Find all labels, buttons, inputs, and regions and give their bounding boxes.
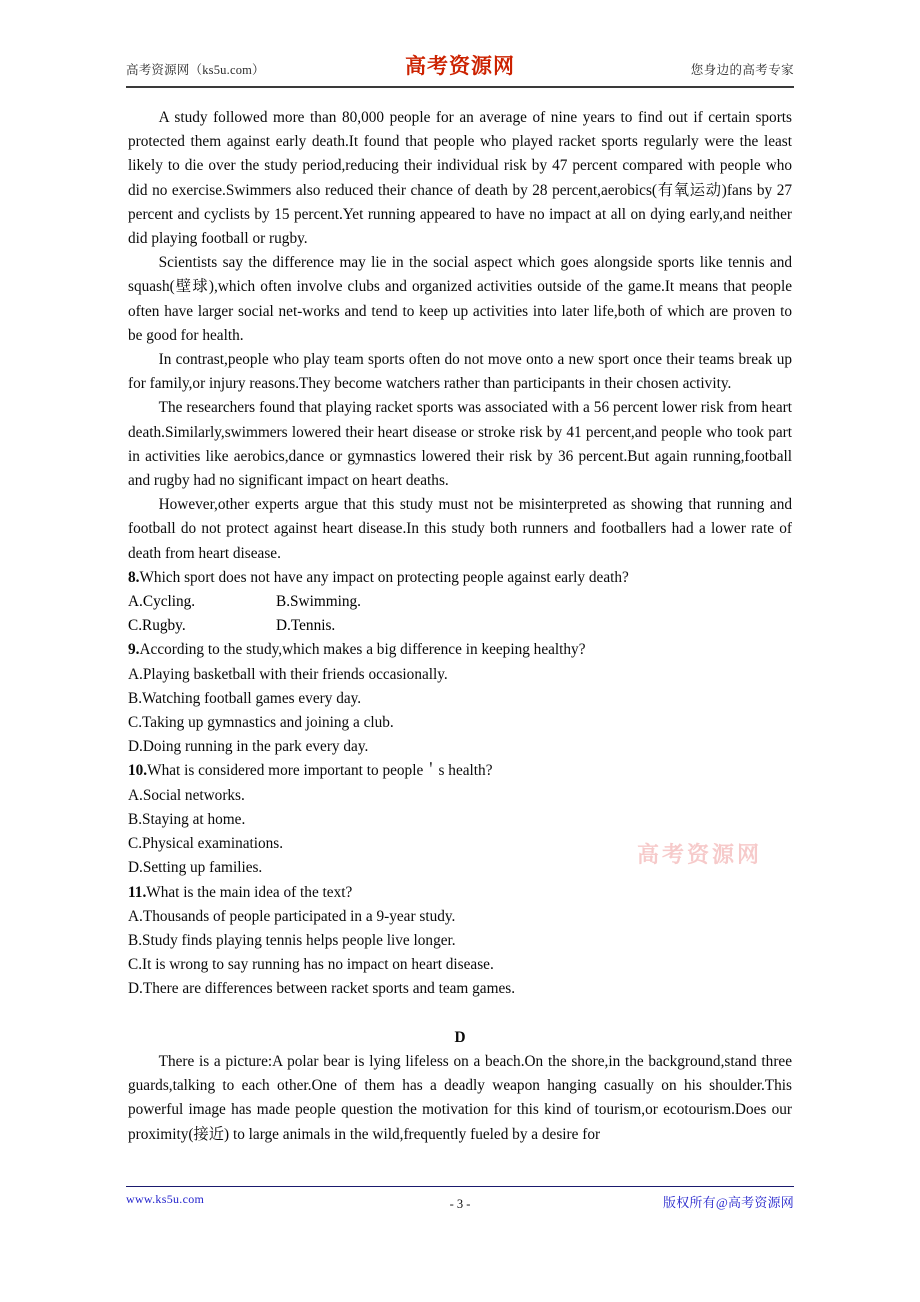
footer-website-link[interactable]: www.ks5u.com — [126, 1192, 205, 1206]
question-stem-10 — [128, 759, 792, 783]
header-divider — [126, 86, 794, 88]
header-tagline: 您身边的高考专家 — [690, 63, 794, 77]
option-8-b[interactable]: B.Swimming. — [276, 593, 361, 611]
page-number: - 3 - — [449, 1197, 471, 1211]
question-text-8: Which sport does not have any impact on protecting people against early death? — [139, 568, 629, 586]
option-8-d[interactable]: D.Tennis. — [276, 617, 336, 635]
passage-paragraph: Scientists say the difference may lie in the social aspect which goes alongside sports like tennis and squash(壁球),which often involve clubs and organized activities outside of the game.It means that people often have larger social net-works and tend to keep up activities into later life,both of which are proven to be good for health. — [128, 254, 792, 344]
question-stem-11 — [128, 881, 792, 905]
footer-copyright: 版权所有@高考资源网 — [663, 1195, 794, 1210]
option-10-b[interactable]: B.Staying at home. — [128, 810, 246, 828]
question-stem-8 — [128, 566, 792, 590]
question-number-10: 10. — [128, 762, 148, 780]
section-d-paragraph: There is a picture:A polar bear is lying lifeless on a beach.On the shore,in the background,stand three guards,talking to each other.One of them has a deadly weapon hanging casually on his shoulder.This powerful image has made people question the motivation for this kind of tourism,or ecotourism.Does our proximity(接近) to large animals in the wild,frequently fueled by a desire for — [128, 1052, 792, 1143]
option-9-a[interactable]: A.Playing basketball with their friends occasionally. — [128, 665, 448, 683]
passage-paragraph: In contrast,people who play team sports often do not move onto a new sport once their teams break up for family,or injury reasons.They become watchers rather than participants in their chosen activity. — [128, 351, 792, 393]
option-11-c[interactable]: C.It is wrong to say running has no impact on heart disease. — [128, 956, 494, 974]
question-number-9: 9. — [128, 641, 140, 659]
option-row — [128, 614, 792, 638]
passage-paragraph: The researchers found that playing racket sports was associated with a 56 percent lower risk from heart death.Similarly,swimmers lowered their heart disease or stroke risk by 41 percent,and people who took part in activities like aerobics,dance or gymnastics lowered their risk by 36 percent.But again running,football and rugby had no significant impact on heart deaths. — [128, 399, 792, 490]
question-text-11: What is the main idea of the text? — [146, 883, 353, 901]
section-label-d: D — [454, 1028, 466, 1046]
option-10-c[interactable]: C.Physical examinations. — [128, 835, 284, 853]
option-9-c[interactable]: C.Taking up gymnastics and joining a club. — [128, 714, 394, 732]
option-11-d[interactable]: D.There are differences between racket sports and team games. — [128, 980, 516, 998]
option-row — [128, 590, 792, 614]
header-site-label: 高考资源网（ks5u.com） — [126, 63, 265, 77]
section-spacer — [128, 1002, 792, 1026]
question-number-11: 11. — [128, 883, 147, 901]
option-8-c[interactable]: C.Rugby. — [128, 617, 186, 635]
document-body — [128, 106, 792, 1147]
page-footer — [126, 1192, 794, 1216]
option-8-a[interactable]: A.Cycling. — [128, 593, 196, 611]
page-header — [126, 54, 794, 88]
passage-paragraph: A study followed more than 80,000 people for an average of nine years to find out if certain sports protected them against early death.It found that people who played racket sports regularly were the least likely to die over the study period,reducing their individual risk by 47 percent compared with people who did no exercise.Swimmers also reduced their chance of death by 28 percent,aerobics(有氧运动)fans by 27 percent and cyclists by 15 percent.Yet running appeared to have no impact at all on dying early,and neither did playing football or rugby. — [128, 109, 792, 248]
question-number-8: 8. — [128, 568, 140, 586]
option-11-b[interactable]: B.Study finds playing tennis helps people live longer. — [128, 931, 456, 949]
question-text-10: What is considered more important to people＇s health? — [147, 762, 493, 780]
header-logo: 高考资源网 — [405, 53, 515, 78]
option-9-b[interactable]: B.Watching football games every day. — [128, 689, 362, 707]
option-11-a[interactable]: A.Thousands of people participated in a 9-year study. — [128, 907, 456, 925]
question-text-9: According to the study,which makes a big difference in keeping healthy? — [139, 641, 586, 659]
footer-divider — [126, 1186, 794, 1187]
question-stem-9 — [128, 638, 792, 662]
option-10-a[interactable]: A.Social networks. — [128, 786, 245, 804]
passage-paragraph: However,other experts argue that this study must not be misinterpreted as showing that running and football do not protect against heart disease.In this study both runners and footballers had a lower rate of death from heart disease. — [128, 496, 792, 562]
option-9-d[interactable]: D.Doing running in the park every day. — [128, 738, 369, 756]
page-watermark: 高考资源网 — [637, 842, 763, 868]
option-10-d[interactable]: D.Setting up families. — [128, 859, 263, 877]
